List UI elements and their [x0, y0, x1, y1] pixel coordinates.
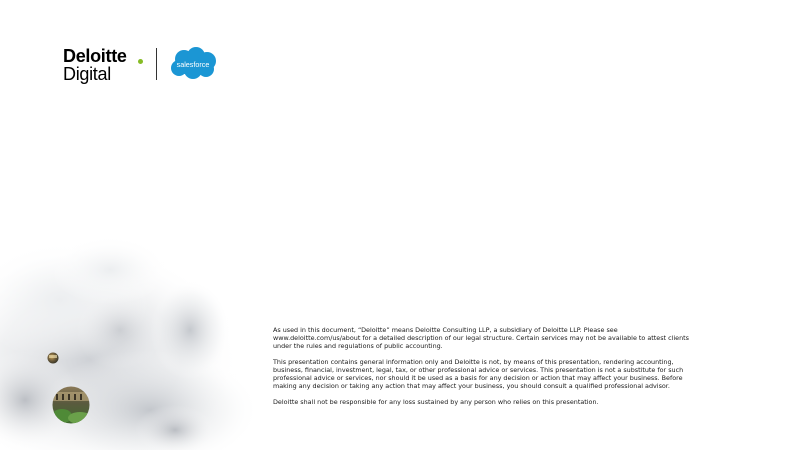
logo-divider — [156, 48, 157, 80]
small-circle-image — [47, 352, 59, 364]
legal-disclaimer — [273, 326, 705, 414]
digital-wordmark: Digital — [63, 64, 111, 84]
disclaimer-paragraph-liability: Deloitte shall not be responsible for any loss sustained by any person who relies on this presentation. — [273, 398, 599, 406]
deloitte-wordmark: Deloitte — [63, 46, 127, 66]
disclaimer-paragraph-legal-structure: As used in this document, “Deloitte” means Deloitte Consulting LLP, a subsidiary of Deloitte LLP. Please see www.deloitte.com/us/about for a detailed description of our legal structure. Certain services may not be available to attest clients under the rules and regulations of public accounting. — [273, 326, 689, 350]
large-circle-image — [52, 386, 90, 424]
deloitte-digital-logo — [63, 46, 153, 86]
salesforce-wordmark: salesforce — [176, 60, 210, 69]
salesforce-logo — [168, 46, 218, 82]
deloitte-green-dot — [138, 59, 143, 64]
disclaimer-paragraph-general-information: This presentation contains general information only and Deloitte is not, by means of this presentation, rendering accounting, business, financial, investment, legal, tax, or other professional advice or services. This presentation is not a substitute for such professional advice or services, nor should it be used as a basis for any decision or action that may affect your business. Before making any decision or taking any action that may affect your business, you should consult a qualified professional advisor. — [273, 358, 684, 390]
